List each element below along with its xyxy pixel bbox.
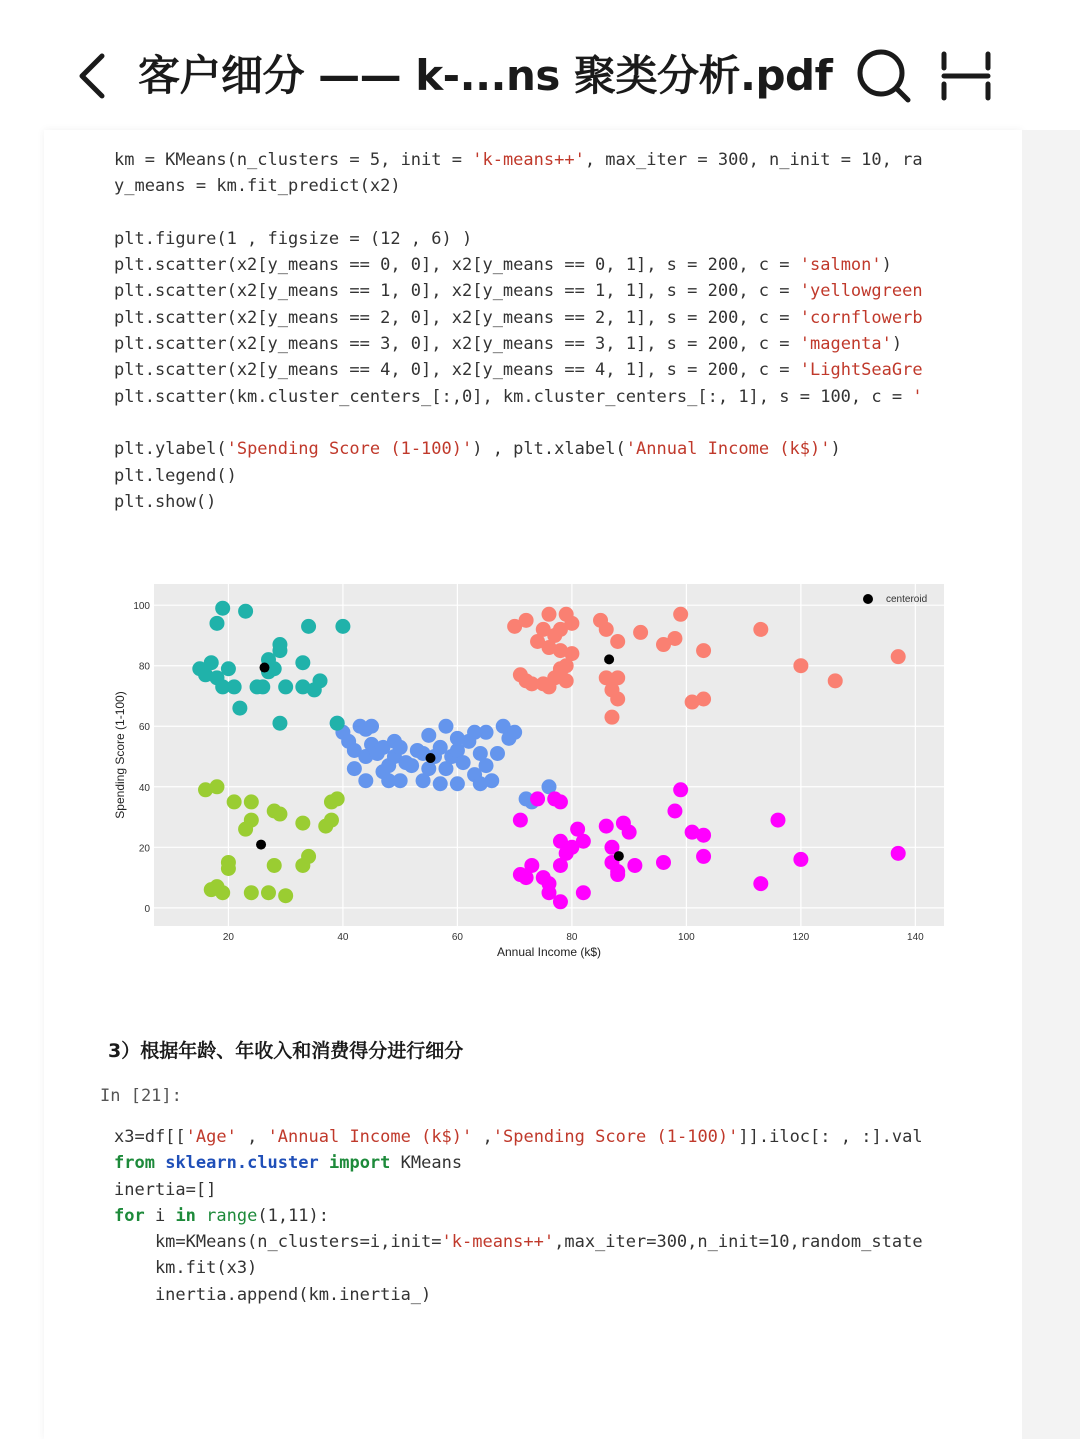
cluster-point [553, 858, 568, 873]
page-gutter [1022, 130, 1080, 1439]
code-line: plt.scatter(km.cluster_centers_[:,0], km.cluster_centers_[:, 1], s = 100, c = ' [114, 386, 923, 407]
code-block-inertia [114, 1124, 923, 1308]
cluster-point [673, 782, 688, 797]
cluster-point [576, 834, 591, 849]
cluster-point [753, 622, 768, 637]
cluster-point [393, 740, 408, 755]
cluster-point [347, 761, 362, 776]
cluster-point [599, 622, 614, 637]
code-line: from sklearn.cluster import KMeans [114, 1153, 463, 1174]
search-icon [852, 44, 916, 108]
code-line: plt.ylabel('Spending Score (1-100)') , plt.xlabel('Annual Income (k$)') [114, 439, 841, 460]
section-heading: 3）根据年龄、年收入和消费得分进行细分 [108, 1040, 464, 1062]
cluster-point [335, 619, 350, 634]
cluster-point [227, 679, 242, 694]
code-block-kmeans-plot [114, 147, 923, 515]
cluster-point [244, 794, 259, 809]
document-title: 客户细分 —— k-...ns 聚类分析.pdf [138, 51, 833, 100]
code-line: plt.scatter(x2[y_means == 2, 0], x2[y_means == 2, 1], s = 200, c = 'cornflowerb [114, 307, 923, 328]
code-line: km=KMeans(n_clusters=i,init='k-means++',max_iter=300,n_init=10,random_state [114, 1232, 923, 1253]
cluster-point [433, 776, 448, 791]
centroid-point [604, 654, 614, 664]
cluster-point [553, 894, 568, 909]
legend-label: centeroid [886, 594, 928, 605]
cluster-point [255, 679, 270, 694]
cluster-point [330, 791, 345, 806]
cluster-point [393, 773, 408, 788]
cluster-point [261, 885, 276, 900]
code-line: plt.show() [114, 491, 217, 512]
cluster-point [358, 773, 373, 788]
cluster-point [358, 722, 373, 737]
cluster-point [656, 855, 671, 870]
cluster-point [204, 655, 219, 670]
cluster-point [215, 885, 230, 900]
cluster-point [519, 613, 534, 628]
cluster-point [604, 710, 619, 725]
cluster-point [696, 828, 711, 843]
y-tick-label: 20 [138, 843, 150, 855]
cluster-point [404, 758, 419, 773]
cluster-point [272, 807, 287, 822]
centroid-point [614, 851, 624, 861]
cluster-point [221, 661, 236, 676]
cluster-point [599, 819, 614, 834]
cluster-point [421, 728, 436, 743]
cluster-point [696, 692, 711, 707]
y-tick-label: 0 [144, 903, 150, 915]
cluster-point [542, 607, 557, 622]
cluster-point [610, 692, 625, 707]
code-line: plt.scatter(x2[y_means == 1, 0], x2[y_means == 1, 1], s = 200, c = 'yellowgreen [114, 281, 923, 302]
y-tick-label: 60 [138, 722, 150, 734]
cluster-point [753, 876, 768, 891]
search-button[interactable] [852, 44, 916, 108]
x-axis-label: Annual Income (k$) [496, 945, 602, 959]
cluster-point [209, 779, 224, 794]
code-line: km = KMeans(n_clusters = 5, init = 'k-means++', max_iter = 300, n_init = 10, ra [114, 150, 923, 170]
code-line: x3=df[['Age' , 'Annual Income (k$)' ,'Spending Score (1-100)']].iloc[: , :].val [114, 1127, 923, 1147]
chevron-left-icon [70, 48, 120, 104]
code-line: inertia.append(km.inertia_) [114, 1284, 432, 1305]
cluster-point [553, 794, 568, 809]
code-line: plt.scatter(x2[y_means == 0, 0], x2[y_means == 0, 1], s = 200, c = 'salmon') [114, 255, 892, 276]
cluster-point [450, 731, 465, 746]
cluster-point [278, 679, 293, 694]
x-tick-label: 140 [907, 932, 924, 943]
cluster-point [295, 655, 310, 670]
x-tick-label: 80 [566, 932, 578, 943]
menu-icon [936, 48, 996, 104]
y-axis-label: Spending Score (1-100) [113, 691, 127, 819]
cluster-point [559, 658, 574, 673]
cluster-point [564, 616, 579, 631]
cluster-point [696, 643, 711, 658]
cluster-point [301, 849, 316, 864]
cluster-point [267, 858, 282, 873]
cluster-point [330, 716, 345, 731]
menu-button[interactable] [936, 48, 996, 104]
cluster-point [272, 716, 287, 731]
cluster-point [221, 861, 236, 876]
cluster-point [324, 813, 339, 828]
y-tick-label: 40 [138, 782, 150, 794]
y-tick-label: 100 [133, 601, 150, 613]
cluster-point [479, 758, 494, 773]
code-line: inertia=[] [114, 1179, 217, 1200]
cluster-point [576, 885, 591, 900]
cluster-point [627, 858, 642, 873]
code-line: y_means = km.fit_predict(x2) [114, 176, 401, 197]
cluster-point [610, 670, 625, 685]
code-line: km.fit(x3) [114, 1258, 258, 1279]
cluster-point [467, 725, 482, 740]
cluster-point [610, 867, 625, 882]
cluster-point [793, 658, 808, 673]
x-tick-label: 100 [678, 932, 695, 943]
centroid-point [426, 753, 436, 763]
cluster-point [215, 601, 230, 616]
cluster-point [227, 794, 242, 809]
code-line [114, 200, 923, 226]
cluster-point [238, 604, 253, 619]
cluster-point [507, 725, 522, 740]
cluster-point [272, 637, 287, 652]
cluster-point [542, 679, 557, 694]
cluster-point [513, 813, 528, 828]
cluster-point [770, 813, 785, 828]
cluster-point [891, 846, 906, 861]
code-line: plt.scatter(x2[y_means == 4, 0], x2[y_means == 4, 1], s = 200, c = 'LightSeaGre [114, 360, 923, 381]
cluster-point [667, 803, 682, 818]
kmeans-scatter-chart [100, 570, 960, 970]
cluster-point [828, 673, 843, 688]
cluster-point [278, 888, 293, 903]
cluster-point [301, 619, 316, 634]
code-line: plt.legend() [114, 465, 237, 486]
y-tick-label: 80 [138, 661, 150, 673]
cluster-point [524, 858, 539, 873]
code-line: plt.scatter(x2[y_means == 3, 0], x2[y_means == 3, 1], s = 200, c = 'magenta') [114, 334, 903, 355]
cluster-point [673, 607, 688, 622]
cluster-point [667, 631, 682, 646]
cluster-point [232, 701, 247, 716]
back-button[interactable] [70, 48, 120, 104]
code-line [114, 410, 923, 436]
cluster-point [490, 746, 505, 761]
x-tick-label: 20 [222, 932, 234, 943]
cluster-point [473, 776, 488, 791]
cluster-point [238, 822, 253, 837]
cluster-point [209, 616, 224, 631]
cluster-point [891, 649, 906, 664]
cluster-point [793, 852, 808, 867]
code-line: plt.figure(1 , figsize = (12 , 6) ) [114, 228, 473, 249]
cluster-point [696, 849, 711, 864]
x-tick-label: 120 [792, 932, 810, 943]
cluster-point [450, 776, 465, 791]
centroid-point [256, 840, 266, 850]
cell-prompt: In [21]: [100, 1086, 182, 1106]
code-line: for i in range(1,11): [114, 1205, 330, 1226]
cluster-point [295, 816, 310, 831]
cluster-point [244, 885, 259, 900]
cluster-point [610, 634, 625, 649]
document-header [0, 0, 1080, 130]
cluster-point [622, 825, 637, 840]
cluster-point [530, 791, 545, 806]
cluster-point [313, 673, 328, 688]
cluster-point [633, 625, 648, 640]
cluster-point [438, 719, 453, 734]
centroid-point [259, 663, 269, 673]
cluster-point [456, 755, 471, 770]
x-tick-label: 60 [451, 932, 463, 943]
cluster-point [519, 673, 534, 688]
x-tick-label: 40 [337, 932, 349, 943]
legend-marker [863, 594, 873, 604]
